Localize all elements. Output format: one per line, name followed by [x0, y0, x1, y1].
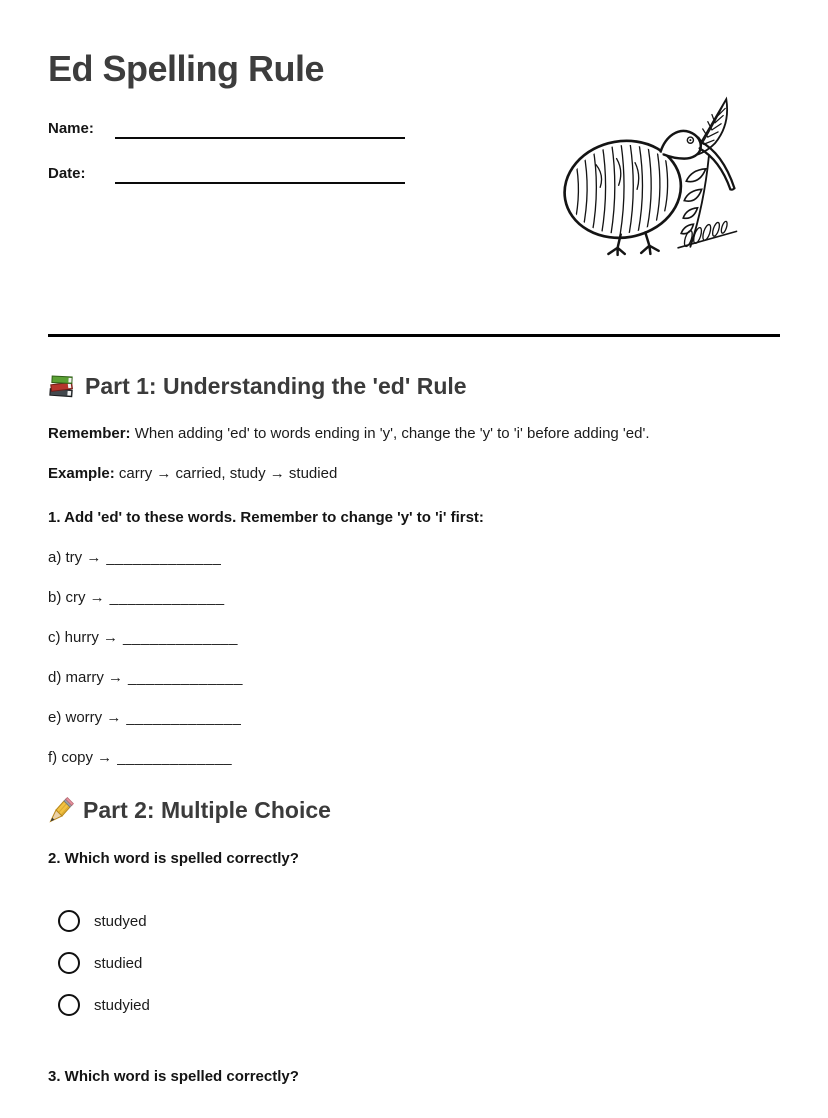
question-3: 3. Which word is spelled correctly?: [48, 1068, 299, 1085]
radio-option-studyied: [58, 994, 780, 1016]
question-2-options: [48, 910, 780, 1016]
remember-text: When adding 'ed' to words ending in 'y', change the 'y' to 'i' before adding 'ed'.: [134, 425, 650, 442]
pencil-icon: [48, 797, 74, 823]
fill-item-prefix: c) hurry →: [48, 629, 119, 646]
radio-label[interactable]: studyied: [94, 996, 150, 1014]
fill-item-f: [48, 747, 780, 769]
radio-button[interactable]: [58, 994, 80, 1016]
radio-option-studied: [58, 952, 780, 974]
answer-blank: _____________: [123, 629, 238, 646]
fill-item-a: [48, 547, 780, 569]
radio-label[interactable]: studied: [94, 954, 143, 972]
answer-blank: _____________: [128, 669, 243, 686]
page-title: Ed Spelling Rule: [48, 48, 325, 89]
answer-blank: _____________: [106, 549, 222, 566]
fill-item-d: [48, 667, 780, 689]
remember-label: Remember:: [48, 425, 131, 442]
fill-item-prefix: d) marry →: [48, 669, 123, 686]
name-write-line: [115, 119, 405, 139]
fill-item-prefix: f) copy →: [48, 749, 113, 766]
answer-blank: _____________: [109, 589, 225, 606]
answer-blank: _____________: [126, 709, 242, 726]
fill-item-c: [48, 627, 780, 649]
fill-in-list: [48, 547, 780, 769]
answer-blank: _____________: [117, 749, 233, 766]
radio-button[interactable]: [58, 952, 80, 974]
example-text: carry → carried, study → studied: [118, 465, 338, 482]
question-2: 2. Which word is spelled correctly?: [48, 850, 299, 867]
radio-button[interactable]: [58, 910, 80, 932]
part1-heading: [48, 371, 780, 401]
example-line: [48, 463, 780, 485]
part1-heading-text: Part 1: Understanding the 'ed' Rule: [85, 373, 467, 399]
books-icon: [48, 373, 76, 399]
date-write-line: [115, 164, 405, 184]
fill-item-prefix: a) try →: [48, 549, 102, 566]
date-label: Date:: [48, 165, 86, 182]
fill-item-prefix: b) cry →: [48, 589, 105, 606]
example-label: Example:: [48, 465, 115, 482]
part2-heading: [48, 795, 780, 825]
part2-heading-text: Part 2: Multiple Choice: [83, 797, 331, 823]
section-divider: [48, 334, 780, 337]
fill-item-e: [48, 707, 780, 729]
radio-option-studyed: [58, 910, 780, 932]
fill-item-b: [48, 587, 780, 609]
fill-item-prefix: e) worry →: [48, 709, 122, 726]
remember-line: [48, 423, 780, 445]
name-label: Name:: [48, 120, 94, 137]
kiwi-bird-illustration: [558, 93, 750, 257]
radio-label[interactable]: studyed: [94, 912, 147, 930]
question-1: 1. Add 'ed' to these words. Remember to change 'y' to 'i' first:: [48, 509, 484, 526]
